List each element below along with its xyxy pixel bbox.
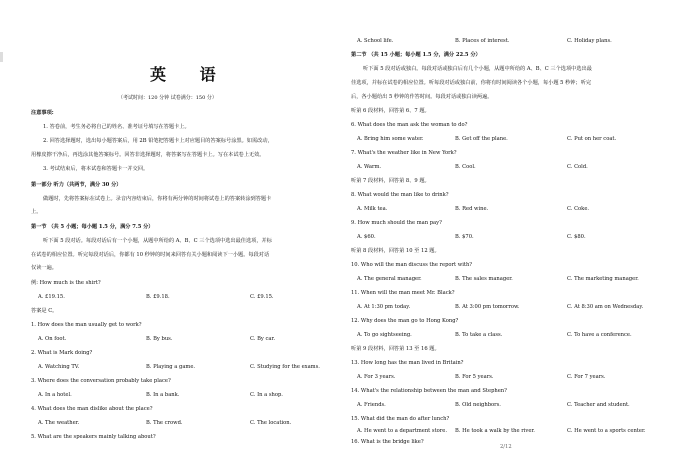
question-8: 8. What would the man like to drink? <box>351 192 449 198</box>
q2-option-b: B. Playing a game. <box>146 364 196 370</box>
q2-option-c: C. Studying for the exams. <box>250 364 320 370</box>
q10-option-a: A. The general manager. <box>357 276 422 282</box>
q4-option-a: A. The weather. <box>38 420 80 426</box>
q5-option-c: C. Holiday plans. <box>567 38 612 44</box>
question-4: 4. What does the man dislike about the place? <box>31 406 153 412</box>
q6-option-b: B. Get off the plane. <box>455 136 508 142</box>
section2-desc-1: 听下面 5 段对话或独白。每段对话或独白后有几个小题，从题中所给的 A、B、C 三个选项中选出最 <box>363 66 592 72</box>
material-7: 听第 7 段材料，回答第 8、9 题。 <box>351 178 430 184</box>
notice-heading: 注意事项: <box>31 110 54 116</box>
question-12: 12. Why does the man go to Hong Kong? <box>351 318 459 324</box>
q10-option-c: C. The marketing manager. <box>567 276 639 282</box>
question-1: 1. How does the man usually get to work? <box>31 322 142 328</box>
q15-option-b: B. He took a walk by the river. <box>455 428 535 434</box>
question-15: 15. What did the man do after lunch? <box>351 416 450 422</box>
q11-option-b: B. At 3:00 pm tomorrow. <box>455 304 520 310</box>
question-10: 10. Who will the man discuss the report with? <box>351 262 473 268</box>
q1-option-a: A. On foot. <box>38 336 67 342</box>
q3-option-a: A. In a hotel. <box>38 392 72 398</box>
q8-option-c: C. Coke. <box>567 206 590 212</box>
question-2: 2. What is Mark doing? <box>31 350 93 356</box>
q2-option-a: A. Watching TV. <box>38 364 80 370</box>
material-8: 听第 8 段材料，回答第 10 至 12 题。 <box>351 248 440 254</box>
q13-option-b: B. For 5 years. <box>455 374 494 380</box>
q8-option-b: B. Red wine. <box>455 206 489 212</box>
q5-option-b: B. Places of interest. <box>455 38 510 44</box>
q13-option-a: A. For 3 years. <box>357 374 396 380</box>
section2-desc-2: 佳选项，并标在试卷的相应位置。听每段对话或独白前，你将有时间阅读各个小题，每小题 5 秒钟；听完 <box>351 80 592 86</box>
example-option-a: A. £19.15. <box>38 294 65 300</box>
page-number: 2/12 <box>500 444 512 449</box>
page-title: 英 语 <box>150 65 230 84</box>
question-13: 13. How long has the man lived in Britain? <box>351 360 464 366</box>
section1-desc-1: 听下面 5 段对话。每段对话后有一个小题，从题中所给的 A、B、C 三个选项中选出最佳选项，并标 <box>43 238 272 244</box>
q7-option-b: B. Cool. <box>455 164 476 170</box>
question-14: 14. What's the relationship between the man and Stephen? <box>351 388 507 394</box>
q4-option-b: B. The crowd. <box>146 420 183 426</box>
q12-option-b: B. To take a class. <box>455 332 503 338</box>
question-16: 16. What is the bridge like? <box>351 439 424 445</box>
q7-option-c: C. Cold. <box>567 164 588 170</box>
q8-option-a: A. Milk tea. <box>357 206 388 212</box>
question-11: 11. When will the man meet Mr. Black? <box>351 290 455 296</box>
q9-option-c: C. $80. <box>567 234 586 240</box>
q1-option-c: C. By car. <box>250 336 276 342</box>
example-question: 例: How much is the shirt? <box>31 280 101 286</box>
q4-option-c: C. The location. <box>250 420 292 426</box>
q15-option-c: C. He went to a sports center. <box>567 428 646 434</box>
q7-option-a: A. Warm. <box>357 164 382 170</box>
q12-option-a: A. To go sightseeing. <box>357 332 412 338</box>
question-7: 7. What's the weather like in New York? <box>351 150 457 156</box>
q6-option-a: A. Bring him some water. <box>357 136 424 142</box>
section2-desc-3: 后，各小题给出 5 秒钟的作答时间。每段对话或独白读两遍。 <box>351 94 493 100</box>
material-9: 听第 9 段材料，回答第 13 至 16 题。 <box>351 346 440 352</box>
q11-option-c: C. At 8:30 am on Wednesday. <box>567 304 644 310</box>
notice-3: 3. 考试结束后，将本试卷和答题卡一并交回。 <box>43 166 149 172</box>
q3-option-c: C. In a shop. <box>250 392 283 398</box>
q13-option-c: C. For 7 years. <box>567 374 606 380</box>
question-3: 3. Where does the conversation probably take place? <box>31 378 171 384</box>
part1-heading: 第一部分 听力（共两节，满分 30 分） <box>31 182 122 188</box>
question-5: 5. What are the speakers mainly talking about? <box>31 434 156 440</box>
q14-option-a: A. Friends. <box>357 402 386 408</box>
q14-option-b: B. Old neighbors. <box>455 402 501 408</box>
scan-edge-mark <box>0 52 3 62</box>
q5-option-a: A. School life. <box>357 38 394 44</box>
q11-option-a: A. At 1:30 pm today. <box>357 304 411 310</box>
section2-heading: 第二节 （共 15 小题；每小题 1.5 分，满分 22.5 分） <box>351 52 481 58</box>
q1-option-b: B. By bus. <box>146 336 173 342</box>
q10-option-b: B. The sales manager. <box>455 276 513 282</box>
question-6: 6. What does the man ask the woman to do? <box>351 122 468 128</box>
q15-option-a: A. He went to a department store. <box>357 428 447 434</box>
exam-info: （考试时间：120 分钟 试卷满分：150 分） <box>118 95 217 101</box>
section1-desc-3: 仅读一遍。 <box>31 265 57 271</box>
material-6: 听第 6 段材料，回答第 6、7 题。 <box>351 108 430 114</box>
question-9: 9. How much should the man pay? <box>351 220 442 226</box>
example-option-b: B. £9.18. <box>146 294 170 300</box>
part1-note: 做题时，先将答案标在试卷上。录音内容结束后，你将有两分钟的时间将试卷上的答案转涂到答题卡 <box>43 196 272 202</box>
notice-2a: 2. 回答选择题时，选出每小题答案后，用 2B 铅笔把答题卡上对应题目的答案标号涂黑。如需改动， <box>43 138 273 144</box>
q12-option-c: C. To have a conference. <box>567 332 632 338</box>
q9-option-b: B. $70. <box>455 234 474 240</box>
q6-option-c: C. Put on her coat. <box>567 136 617 142</box>
section1-desc-2: 在试卷的相应位置。听完每段对话后，你都有 10 秒钟的时间来回答有关小题和阅读下一小题。每段对话 <box>31 252 270 258</box>
section1-heading: 第一节 （共 5 小题；每小题 1.5 分，满分 7.5 分） <box>31 224 154 230</box>
notice-1: 1. 答卷前，考生务必将自己的姓名、准考证号填写在答题卡上。 <box>43 124 190 130</box>
example-answer: 答案是 C。 <box>31 308 58 314</box>
example-option-c: C. £9.15. <box>250 294 274 300</box>
q3-option-b: B. In a bank. <box>146 392 180 398</box>
part1-note-2: 上。 <box>31 209 42 215</box>
q9-option-a: A. $60. <box>357 234 376 240</box>
q14-option-c: C. Teacher and student. <box>567 402 630 408</box>
notice-2b: 用橡皮擦干净后，再选涂其他答案标号。回答非选择题时，将答案写在答题卡上。写在本试卷上无效。 <box>31 152 265 158</box>
